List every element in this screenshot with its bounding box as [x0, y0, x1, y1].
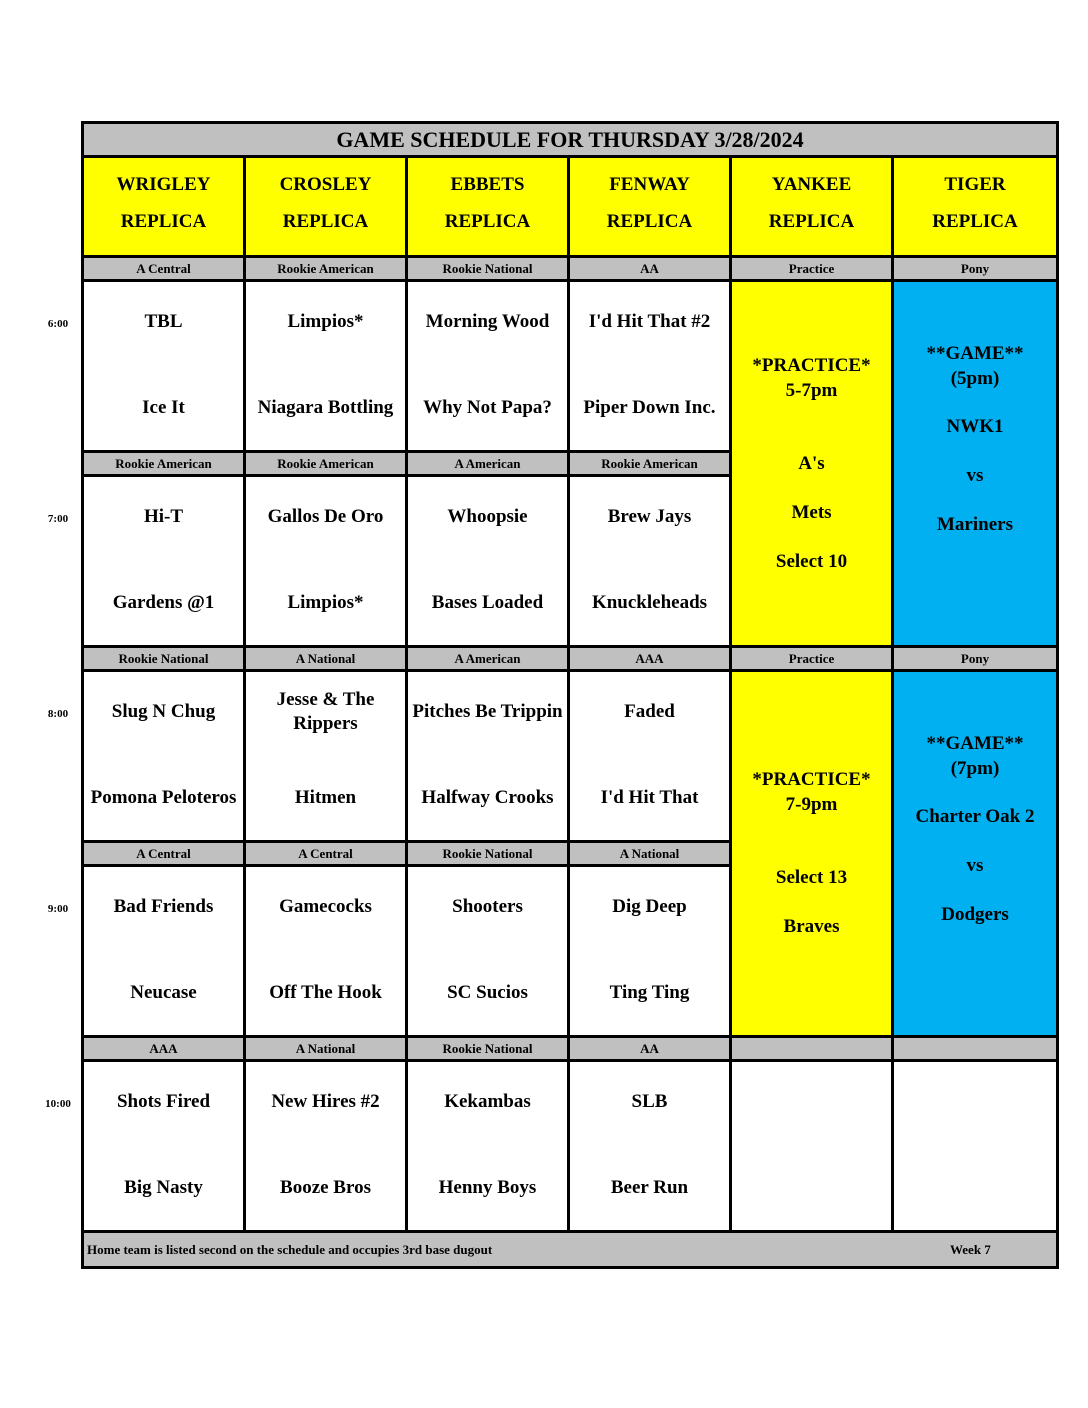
time-label: 10:00 — [45, 1098, 71, 1110]
home-team: Ice It — [142, 397, 185, 418]
block-line: Select 13 — [775, 867, 848, 888]
away-team: I'd Hit That #2 — [588, 311, 711, 332]
division-label: Rookie American — [246, 453, 408, 477]
game-cell — [84, 282, 246, 453]
home-team: Big Nasty — [124, 1177, 203, 1198]
division-label: Rookie American — [84, 453, 246, 477]
game-cell — [246, 1062, 408, 1233]
division-label: A National — [246, 648, 408, 672]
home-team: Beer Run — [610, 1177, 689, 1198]
division-label: Rookie American — [570, 453, 732, 477]
division-label: AA — [570, 1038, 732, 1062]
field-name: EBBETS — [450, 174, 525, 195]
game-block — [894, 672, 1056, 1038]
game-cell — [570, 672, 732, 843]
away-team: Whoopsie — [447, 506, 528, 527]
footer-bar — [84, 1233, 1056, 1266]
home-team — [732, 1162, 891, 1214]
home-team: I'd Hit That — [600, 787, 699, 808]
block-line: NWK1 — [946, 416, 1004, 437]
field-name: YANKEE — [771, 174, 852, 195]
away-team: Pitches Be Trippin — [412, 701, 563, 722]
block-line: *PRACTICE* — [752, 355, 871, 376]
away-team — [894, 1076, 1056, 1128]
field-subtitle: REPLICA — [606, 211, 693, 232]
division-label: A American — [408, 648, 570, 672]
away-team: Dig Deep — [612, 896, 687, 917]
block-line: Charter Oak 2 — [915, 806, 1035, 827]
division-label: Rookie National — [408, 258, 570, 282]
game-cell — [732, 1062, 894, 1233]
division-label: A National — [246, 1038, 408, 1062]
field-subtitle: REPLICA — [768, 211, 855, 232]
away-team: Gallos De Oro — [267, 506, 384, 527]
division-label — [732, 1038, 894, 1062]
away-team: SLB — [631, 1091, 668, 1112]
division-label: Pony — [894, 648, 1056, 672]
block-line: 5-7pm — [785, 380, 838, 401]
schedule-title: GAME SCHEDULE FOR THURSDAY 3/28/2024 — [84, 124, 1056, 158]
division-label: AAA — [84, 1038, 246, 1062]
game-cell — [84, 477, 246, 648]
division-label: Rookie National — [408, 843, 570, 867]
game-cell — [408, 282, 570, 453]
home-team: Limpios* — [287, 592, 364, 613]
game-cell — [570, 1062, 732, 1233]
home-team: Niagara Bottling — [257, 397, 394, 418]
time-label: 7:00 — [47, 513, 69, 525]
time-label: 9:00 — [47, 903, 69, 915]
away-team: Faded — [624, 701, 675, 722]
block-line: **GAME** — [926, 733, 1024, 754]
game-cell — [894, 1062, 1056, 1233]
game-block — [894, 282, 1056, 648]
home-team: Neucase — [130, 982, 197, 1003]
field-header-wrigley — [84, 158, 246, 258]
field-name: WRIGLEY — [116, 174, 211, 195]
away-team: Kekambas — [444, 1091, 531, 1112]
game-cell — [246, 867, 408, 1038]
division-label: A Central — [84, 843, 246, 867]
game-cell — [408, 867, 570, 1038]
block-line: vs — [966, 465, 984, 486]
home-team — [894, 1162, 1056, 1214]
game-cell — [84, 867, 246, 1038]
block-line: Braves — [783, 916, 840, 937]
home-team: Piper Down Inc. — [583, 397, 716, 418]
division-label: AA — [570, 258, 732, 282]
home-team-note: Home team is listed second on the schedule and occupies 3rd base dugout — [87, 1241, 493, 1257]
division-label: Rookie American — [246, 258, 408, 282]
division-label: Practice — [732, 648, 894, 672]
away-team: Slug N Chug — [111, 701, 216, 722]
block-line: 7-9pm — [785, 794, 838, 815]
field-header-tiger — [894, 158, 1056, 258]
game-cell — [246, 477, 408, 648]
home-team: Knuckleheads — [591, 592, 708, 613]
block-line: (7pm) — [950, 758, 1000, 779]
home-team: SC Sucios — [447, 982, 528, 1003]
practice-block — [732, 672, 894, 1038]
home-team: Halfway Crooks — [421, 787, 554, 808]
away-team: Limpios* — [287, 311, 364, 332]
away-team: Morning Wood — [425, 311, 550, 332]
block-line: **GAME** — [926, 343, 1024, 364]
field-header-yankee — [732, 158, 894, 258]
game-cell — [246, 672, 408, 843]
division-label: A American — [408, 453, 570, 477]
field-subtitle: REPLICA — [120, 211, 207, 232]
game-cell — [570, 477, 732, 648]
field-subtitle: REPLICA — [282, 211, 369, 232]
away-team: Bad Friends — [113, 896, 214, 917]
home-team: Henny Boys — [438, 1177, 537, 1198]
game-cell — [408, 672, 570, 843]
week-label: Week 7 — [950, 1241, 991, 1257]
home-team: Booze Bros — [280, 1177, 371, 1198]
field-name: TIGER — [944, 174, 1006, 195]
block-line: Dodgers — [941, 904, 1009, 925]
away-team: Hi-T — [143, 506, 184, 527]
game-cell — [246, 282, 408, 453]
block-line: (5pm) — [950, 368, 1000, 389]
home-team: Why Not Papa? — [423, 397, 552, 418]
block-line: Select 10 — [775, 551, 848, 572]
away-team: TBL — [144, 311, 183, 332]
field-subtitle: REPLICA — [444, 211, 531, 232]
field-header-ebbets — [408, 158, 570, 258]
division-label — [894, 1038, 1056, 1062]
division-label: A Central — [84, 258, 246, 282]
home-team: Off The Hook — [269, 982, 382, 1003]
away-team: Brew Jays — [607, 506, 692, 527]
home-team: Ting Ting — [609, 982, 690, 1003]
division-label: Rookie National — [84, 648, 246, 672]
game-cell — [84, 1062, 246, 1233]
block-line: A's — [798, 453, 825, 474]
away-team: New Hires #2 — [271, 1091, 380, 1112]
block-line: *PRACTICE* — [752, 769, 871, 790]
block-line: Mets — [791, 502, 832, 523]
field-name: CROSLEY — [279, 174, 372, 195]
home-team: Gardens @1 — [112, 592, 215, 613]
field-subtitle: REPLICA — [932, 211, 1018, 232]
game-cell — [84, 672, 246, 843]
time-label: 6:00 — [47, 318, 69, 330]
away-team: Gamecocks — [279, 896, 372, 917]
away-team: Shooters — [452, 896, 523, 917]
home-team: Hitmen — [294, 787, 357, 808]
division-label: A National — [570, 843, 732, 867]
away-team — [732, 1076, 891, 1128]
field-name: FENWAY — [609, 174, 690, 195]
game-cell — [570, 867, 732, 1038]
division-label: A Central — [246, 843, 408, 867]
game-cell — [570, 282, 732, 453]
home-team: Bases Loaded — [431, 592, 544, 613]
division-label: Practice — [732, 258, 894, 282]
away-team: Shots Fired — [116, 1091, 211, 1112]
division-label: Rookie National — [408, 1038, 570, 1062]
block-line: Mariners — [937, 514, 1013, 535]
game-cell — [408, 477, 570, 648]
division-label: Pony — [894, 258, 1056, 282]
field-header-crosley — [246, 158, 408, 258]
practice-block — [732, 282, 894, 648]
time-label: 8:00 — [47, 708, 69, 720]
home-team: Pomona Peloteros — [90, 787, 237, 808]
away-team: Jesse & The Rippers — [276, 689, 375, 734]
game-cell — [408, 1062, 570, 1233]
block-line: vs — [966, 855, 984, 876]
division-label: AAA — [570, 648, 732, 672]
field-header-fenway — [570, 158, 732, 258]
